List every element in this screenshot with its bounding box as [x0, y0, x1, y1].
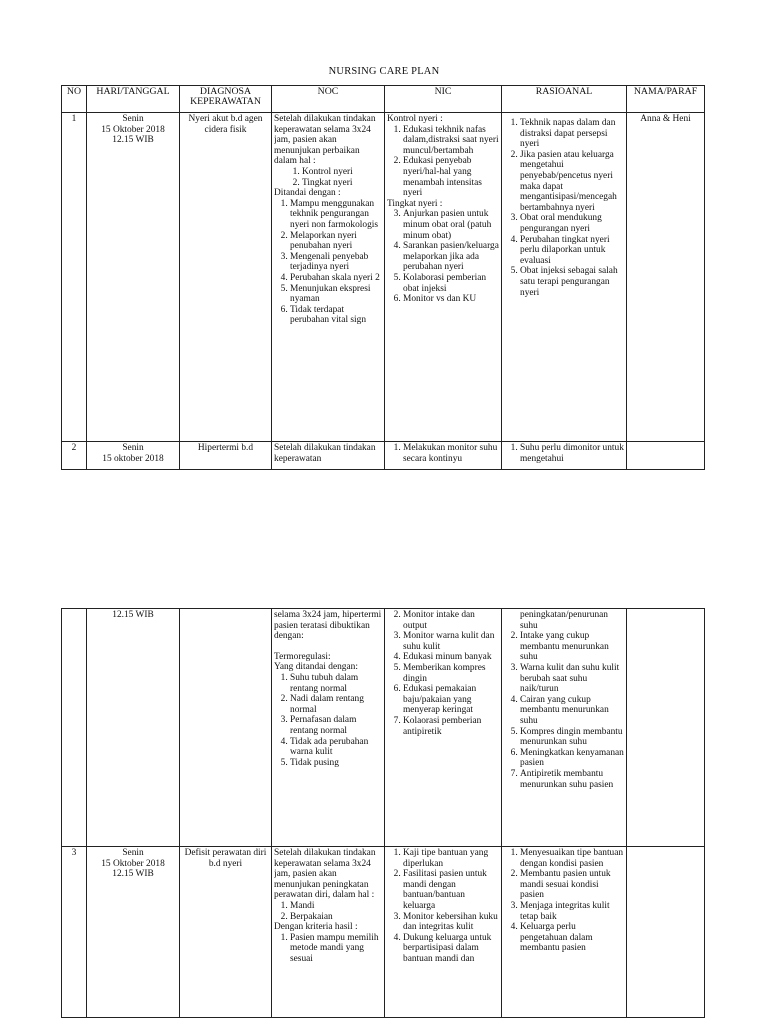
time-text: 12.15 WIB [112, 135, 154, 146]
header-noc: NOC [272, 86, 385, 113]
row-number: 3 [62, 847, 87, 1018]
list-item: 5. Memberikan kompres dingin [403, 663, 499, 684]
date-text: 15 oktober 2018 [102, 453, 164, 464]
table-row [62, 847, 705, 1018]
list-item: 4. Perubahan tingkat nyeri perlu dilaporkan untuk evaluasi [520, 235, 624, 267]
noc-subheading: Yang ditandai dengan: [274, 662, 358, 673]
list-item: 1. Suhu perlu dimonitor untuk mengetahui [520, 443, 624, 464]
list-item: 3. Warna kulit dan suhu kulit berubah saat suhu naik/turun [520, 663, 624, 695]
signature-cell [627, 442, 705, 470]
nic-cell [385, 442, 502, 470]
list-item: 4. Dukung keluarga untuk berpartisipasi dalam bantuan mandi dan [403, 933, 499, 965]
list-item: 5. Obat injeksi sebagai salah satu terapi pengurangan nyeri [520, 266, 624, 298]
list-item: 1. Tekhnik napas dalam dan distraksi dapat persepsi nyeri [520, 118, 624, 150]
nic-cell [385, 609, 502, 847]
list-item: 3. Monitor warna kulit dan suhu kulit [403, 631, 499, 652]
noc-cell: Setelah dilakukan tindakan keperawatan [272, 442, 385, 470]
list-item: 6. Tidak terdapat perubahan vital sign [290, 305, 382, 326]
list-item: 6. Meningkatkan kenyamanan pasien [520, 748, 624, 769]
list-item: 1. Mampu menggunakan tekhnik pengurangan nyeri non farmokologis [290, 199, 382, 231]
nic-cell [385, 113, 502, 442]
list-item: 3. Monitor kebersihan kuku dan integritas kulit [403, 912, 499, 933]
date-cell [87, 113, 180, 442]
list-item: 2. Fasilitasi pasien untuk mandi dengan bantuan/bantuan keluarga [403, 869, 499, 911]
date-text: 15 Oktober 2018 [101, 858, 165, 869]
list-item: 4. Keluarga perlu pengetahuan dalam membantu pasien [520, 922, 624, 954]
list-item: 1. Edukasi tekhnik nafas dalam,distraksi saat nyeri muncul/bertambah [403, 125, 499, 157]
noc-subheading: Dengan kriteria hasil : [274, 922, 358, 933]
list-item: 7. Antipiretik membantu menurunkan suhu pasien [520, 769, 624, 790]
header-diagnosa: DIAGNOSA KEPERAWATAN [180, 86, 272, 113]
row-number: 1 [62, 113, 87, 442]
list-item: 4. Cairan yang cukup membantu menurunkan suhu [520, 695, 624, 727]
date-text: 15 Oktober 2018 [101, 124, 165, 135]
noc-cell [272, 113, 385, 442]
table-header-row [62, 86, 705, 113]
noc-intro: Setelah dilakukan tindakan keperawatan selama 3x24 jam, pasien akan menunjukan perbaikan dalam hal : [274, 114, 376, 167]
day-text: Senin [122, 114, 144, 124]
day-text: Senin [122, 848, 144, 858]
diagnosis-cell: Hipertermi b.d [180, 442, 272, 470]
signature-cell [627, 609, 705, 847]
list-item: 1. Mandi [290, 901, 382, 912]
list-item: 3. Anjurkan pasien untuk minum obat oral (patuh minum obat) [403, 209, 499, 241]
list-item: 4. Tidak ada perubahan warna kulit [290, 737, 382, 758]
list-item: 1. Pasien mampu memilih metode mandi yang sesuai [290, 933, 382, 965]
list-item: 1. Kaji tipe bantuan yang diperlukan [403, 848, 499, 869]
rationale-cell [502, 609, 627, 847]
list-item: 3. Menjaga integritas kulit tetap baik [520, 901, 624, 922]
list-item: 2. Nadi dalam rentang normal [290, 694, 382, 715]
list-item: 2. Intake yang cukup membantu menurunkan suhu [520, 631, 624, 663]
list-item: 2. Tingkat nyeri [302, 178, 382, 189]
table-row [62, 113, 705, 442]
list-item: 6. Edukasi pemakaian baju/pakaian yang menyerap keringat [403, 684, 499, 716]
list-item: 4. Edukasi minum banyak [403, 652, 499, 663]
list-item: 2. Jika pasien atau keluarga mengetahui penyebab/pencetus nyeri maka dapat mengantisipasi/mencegah bertambahnya nyeri [520, 150, 624, 214]
header-hari-tanggal: HARI/TANGGAL [87, 86, 180, 113]
rationale-cell [502, 113, 627, 442]
header-no: NO [62, 86, 87, 113]
list-item: 4. Sarankan pasien/keluarga melaporkan jika ada perubahan nyeri [403, 241, 499, 273]
list-item: 5. Tidak pusing [290, 758, 382, 769]
list-item: 3. Pernafasan dalam rentang normal [290, 715, 382, 736]
diagnosis-cell: Defisit perawatan diri b.d nyeri [180, 847, 272, 1018]
date-cell [87, 442, 180, 470]
noc-intro: selama 3x24 jam, hipertermi pasien teratasi dibuktikan dengan: [274, 610, 382, 642]
header-rasional: RASIOANAL [502, 86, 627, 113]
list-item: 2. Berpakaian [290, 912, 382, 923]
time-text: 12.15 WIB [112, 869, 154, 880]
noc-intro: Setelah dilakukan tindakan keperawatan selama 3x24 jam, pasien akan menunjukan peningkatan perawatan diri, dalam hal : [274, 848, 376, 901]
list-item: 4. Perubahan skala nyeri 2 [290, 273, 382, 284]
nic-heading: Kontrol nyeri : [387, 114, 443, 124]
care-plan-table-top [61, 85, 705, 470]
diagnosis-cell [180, 609, 272, 847]
list-item: 2. Edukasi penyebab nyeri/hal-hal yang menambah intensitas nyeri [403, 156, 499, 198]
header-nama-paraf: NAMA/PARAF [627, 86, 705, 113]
care-plan-table-continued [61, 608, 705, 1018]
signature-cell [627, 847, 705, 1018]
rationale-continuation: peningkatan/penurunan suhu [520, 610, 608, 631]
list-item: 5. Kolaborasi pemberian obat injeksi [403, 273, 499, 294]
list-item: 3. Obat oral mendukung pengurangan nyeri [520, 213, 624, 234]
list-item: 1. Menyesuaikan tipe bantuan dengan kondisi pasien [520, 848, 624, 869]
list-item: 1. Kontrol nyeri [302, 167, 382, 178]
table-row [62, 442, 705, 470]
noc-subheading: Ditandai dengan : [274, 188, 341, 199]
noc-subheading: Termoregulasi: [274, 651, 331, 662]
list-item: 2. Membantu pasien untuk mandi sesuai kondisi pasien [520, 869, 624, 901]
noc-cell [272, 847, 385, 1018]
nic-heading: Tingkat nyeri : [387, 198, 443, 209]
list-item: 1. Suhu tubuh dalam rentang normal [290, 673, 382, 694]
diagnosis-cell: Nyeri akut b.d agen cidera fisik [180, 113, 272, 442]
noc-cell [272, 609, 385, 847]
list-item: 2. Monitor intake dan output [403, 610, 499, 631]
list-item: 1. Melakukan monitor suhu secara kontinyu [403, 443, 499, 464]
page-title: NURSING CARE PLAN [328, 66, 440, 77]
signature-cell: Anna & Heni [627, 113, 705, 442]
list-item: 6. Monitor vs dan KU [403, 294, 499, 305]
date-cell: 12.15 WIB [87, 609, 180, 847]
table-row [62, 609, 705, 847]
list-item: 5. Menunjukan ekspresi nyaman [290, 284, 382, 305]
list-item: 5. Kompres dingin membantu menurunkan suhu [520, 727, 624, 748]
rationale-cell [502, 847, 627, 1018]
nic-cell [385, 847, 502, 1018]
list-item: 7. Kolaorasi pemberian antipiretik [403, 716, 499, 737]
header-nic: NIC [385, 86, 502, 113]
list-item: 2. Melaporkan nyeri penubahan nyeri [290, 231, 382, 252]
date-cell [87, 847, 180, 1018]
row-number: 2 [62, 442, 87, 470]
list-item: 3. Mengenali penyebab terjadinya nyeri [290, 252, 382, 273]
day-text: Senin [122, 443, 144, 453]
rationale-cell [502, 442, 627, 470]
row-number [62, 609, 87, 847]
